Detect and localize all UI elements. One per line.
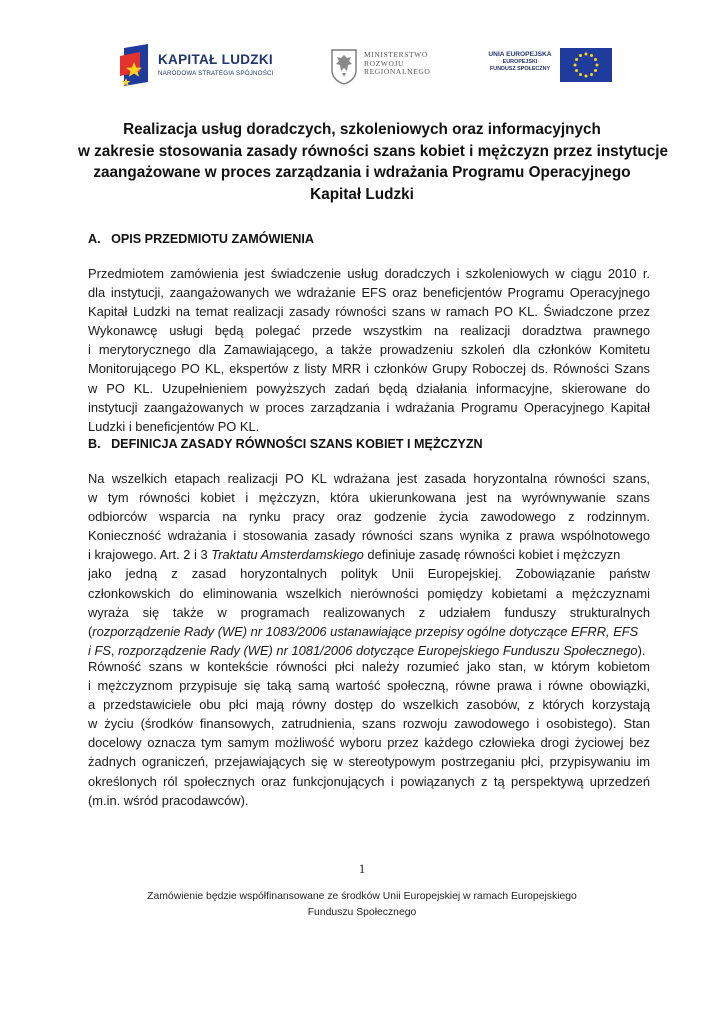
section-b-paragraph-2 bbox=[88, 657, 650, 810]
text-run: ). bbox=[637, 642, 646, 658]
kapital-ludzki-logo bbox=[118, 42, 288, 90]
paragraph-line: jako jedną z zasad horyzontalnych polityk Unii Europejskiej. Zobowiązanie państw bbox=[88, 566, 650, 582]
polish-eagle-emblem-icon bbox=[328, 46, 360, 86]
paragraph-line: docelowy oznacza tym samym możliwość wyboru przez każdego człowieka drogi życiowej bez bbox=[88, 735, 650, 751]
paragraph-line: żadnych ograniczeń, przejawiających się w stereotypowym postrzeganiu płci, przypisywaniu im bbox=[88, 754, 650, 770]
title-line-1: Realizacja usług doradczych, szkoleniowych oraz informacyjnych bbox=[123, 121, 601, 138]
paragraph-line: Konieczność wdrażania i stosowania zasady równości szans wynika z prawa wspólnotowego bbox=[88, 528, 650, 544]
eu-flag-icon bbox=[560, 48, 612, 82]
text-run: i krajowego. Art. 2 i 3 bbox=[88, 547, 212, 563]
paragraph-line: Ludzki i beneficjentów PO KL. bbox=[88, 418, 260, 434]
paragraph-line: wyraża się także w programach realizowanych z udziałem funduszy strukturalnych bbox=[88, 604, 650, 620]
regulation-citation: rozporządzenie Rady (WE) nr 1081/2006 dotyczące Europejskiego Funduszu Społecznego bbox=[118, 642, 638, 658]
paragraph-line: określonych ról społecznych oraz funkcjonujących i powiązanych z tą perspektywą uprzedzeń bbox=[88, 773, 650, 789]
ministry-name bbox=[364, 51, 430, 77]
paragraph-line: instytucji zaangażowanych w proces zarządzania i wdrażania Programu Operacyjnego Kapitał bbox=[88, 399, 650, 415]
text-run: , bbox=[110, 642, 119, 658]
paragraph-line: członkowskich do eliminowania wszelkich nierówności pomiędzy kobietami a mężczyznami bbox=[88, 585, 650, 601]
paragraph-line: i merytorycznego dla Zamawiającego, a także prowadzeniu szkoleń dla członków Komitetu bbox=[88, 342, 650, 358]
section-a-heading: A. OPIS PRZEDMIOTU ZAMÓWIENIA bbox=[88, 232, 314, 246]
footer-note bbox=[112, 889, 612, 921]
eu-line-1: UNIA EUROPEJSKA bbox=[488, 51, 552, 58]
header-logos bbox=[118, 42, 614, 92]
treaty-name: Traktatu Amsterdamskiego bbox=[211, 547, 364, 563]
regulation-citation: i FS bbox=[88, 642, 111, 658]
text-run: definiuje zasadę równości kobiet i mężczyzn bbox=[363, 547, 621, 563]
kapital-ludzki-title: KAPITAŁ LUDZKI bbox=[158, 52, 273, 67]
ministry-logo bbox=[328, 44, 448, 88]
section-b-paragraph-1 bbox=[88, 469, 650, 660]
kapital-ludzki-subtitle: NARODOWA STRATEGIA SPÓJNOŚCI bbox=[158, 70, 274, 77]
star-flag-logo-icon bbox=[118, 42, 156, 90]
paragraph-line: Wykonawcę usługi będą polegać przede wszystkim na realizacji doradztwa prawnego bbox=[88, 323, 650, 339]
paragraph-line: Monitorującego PO KL, ekspertów z listy MRR i członków Grupy Roboczej ds. Równości Szans bbox=[88, 361, 650, 377]
paragraph-line: w życiu (środków finansowych, zatrudnienia, szans rozwoju zawodowego i osobistego). Stan bbox=[88, 716, 650, 732]
eu-line-2: EUROPEJSKI bbox=[502, 58, 538, 65]
footer-line-1: Zamówienie będzie współfinansowane ze środków Unii Europejskiej w ramach Europejskiego bbox=[147, 891, 577, 902]
text-run: ( bbox=[88, 623, 93, 639]
document-title bbox=[78, 119, 668, 205]
paragraph-line: (m.in. wśród pracodawców). bbox=[88, 792, 249, 808]
ministry-line-1: MINISTERSTWO bbox=[364, 50, 428, 59]
eu-logo bbox=[482, 48, 614, 84]
footer-line-2: Funduszu Społecznego bbox=[307, 907, 417, 918]
section-a-paragraph bbox=[88, 264, 650, 436]
paragraph-line: Równość szans w kontekście równości płci należy rozumieć jako stan, w którym kobietom bbox=[88, 659, 650, 674]
section-b-heading: B. DEFINICJA ZASADY RÓWNOŚCI SZANS KOBIET I MĘŻCZYZN bbox=[88, 437, 483, 451]
paragraph-line: w PO KL. Uzupełnieniem powyższych zadań będą działania informacyjne, skierowane do bbox=[88, 380, 650, 396]
paragraph-line: dla instytucji, zaangażowanych we wdrażanie EFS oraz beneficjentów Programu Operacyjnego bbox=[88, 285, 650, 301]
paragraph-line bbox=[88, 622, 650, 641]
paragraph-line: odbiorców wsparcia na rynku pracy oraz godzenie życia zawodowego z rodzinnym. bbox=[88, 509, 650, 525]
paragraph-line: Przedmiotem zamówienia jest świadczenie usług doradczych i szkoleniowych w ciągu 2010 r. bbox=[88, 266, 650, 281]
eu-line-3: FUNDUSZ SPOŁECZNY bbox=[489, 66, 551, 73]
paragraph-line: Na wszelkich etapach realizacji PO KL wdrażana jest zasada horyzontalna równości szans, bbox=[88, 471, 650, 486]
paragraph-line: w tym równości kobiet i mężczyzn, która ukierunkowana jest na wyrównywanie szans bbox=[88, 490, 650, 506]
paragraph-line: Kapitał Ludzki na temat realizacji zasady równości szans w ramach PO KL. Świadczone przez bbox=[88, 304, 650, 320]
paragraph-line bbox=[88, 545, 650, 564]
regulation-citation: rozporządzenie Rady (WE) nr 1083/2006 ustanawiające przepisy ogólne dotyczące EFRR, EFS bbox=[92, 623, 639, 639]
paragraph-line: a przedstawiciele obu płci mają równy dostęp do wszelkich zasobów, z których korzystają bbox=[88, 697, 650, 713]
title-line-2: w zakresie stosowania zasady równości szans kobiet i mężczyzn przez instytucje bbox=[78, 142, 668, 160]
ministry-line-3: REGIONALNEGO bbox=[364, 67, 431, 77]
page-number: 1 bbox=[358, 861, 366, 876]
paragraph-line: i mężczyznom przypisuje się taką samą wartość społeczną, równe prawa i równe obowiązki, bbox=[88, 678, 650, 694]
title-line-3: zaangażowane w proces zarządzania i wdrażania Programu Operacyjnego bbox=[93, 164, 631, 181]
ministry-line-2: ROZWOJU bbox=[364, 58, 405, 68]
eu-text bbox=[482, 51, 558, 74]
title-line-4: Kapitał Ludzki bbox=[310, 185, 414, 203]
